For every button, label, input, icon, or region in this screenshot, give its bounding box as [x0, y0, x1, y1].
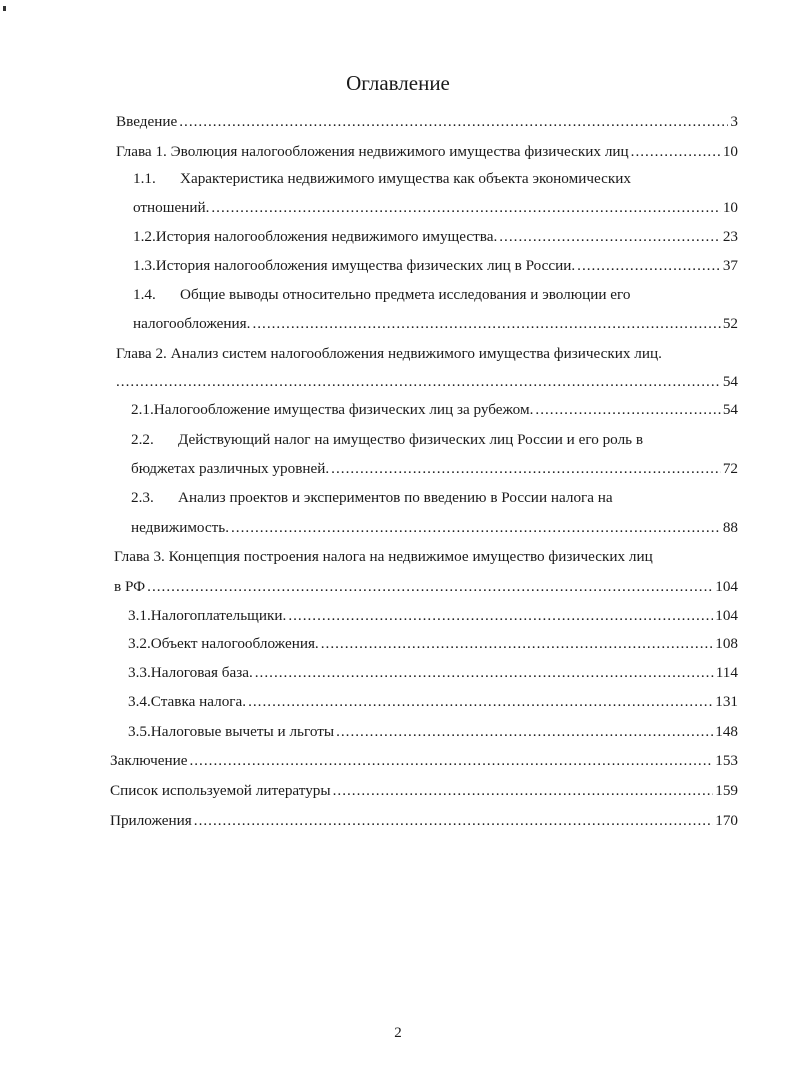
toc-page-number: 10 [722, 199, 738, 216]
toc-entry-2-1[interactable] [131, 398, 738, 422]
toc-section-number: 3.4. [128, 693, 151, 710]
toc-entry-3-2[interactable] [128, 632, 738, 656]
toc-entry-text: Объект налогообложения. [150, 635, 319, 652]
toc-entry-text: Приложения [110, 812, 192, 829]
toc-entry-text: Заключение [110, 752, 188, 769]
dot-leader [331, 457, 721, 481]
toc-entry-text: История налогообложения недвижимого имущества. [155, 228, 498, 245]
toc-entry-text: Глава 1. Эволюция налогообложения недвижимого имущества физических лиц [116, 143, 629, 160]
toc-page-number: 23 [722, 228, 738, 245]
dot-leader [194, 809, 713, 833]
dot-leader [535, 398, 720, 422]
toc-section-number: 3.2. [128, 635, 151, 652]
toc-entry-2-3-line1[interactable] [131, 486, 730, 510]
toc-entry-1-1-line2[interactable] [133, 196, 738, 220]
dot-leader [333, 779, 714, 803]
toc-entry-text: Налогообложение имущества физических лиц за рубежом. [153, 401, 534, 418]
toc-entry-text: Введение [116, 113, 178, 130]
page-number: 2 [394, 1025, 402, 1041]
toc-entry-3-1[interactable] [128, 604, 738, 628]
toc-entry-1-3[interactable] [133, 254, 738, 278]
toc-page-number: 3 [730, 113, 738, 130]
toc-section-number: 3.3. [128, 664, 151, 681]
toc-section-number: 3.5. [128, 723, 151, 740]
dot-leader [336, 720, 713, 744]
toc-entry-text: Глава 3. Концепция построения налога на недвижимое имущество физических лиц [114, 548, 653, 565]
toc-section-number: 2.3. [131, 489, 154, 506]
toc-entry-text: бюджетах различных уровней. [131, 460, 330, 477]
toc-entry-text: в РФ [114, 578, 146, 595]
toc-entry-text: Анализ проектов и экспериментов по введению в России налога на [178, 489, 613, 506]
dot-leader [211, 196, 720, 220]
toc-entry-text: налогообложения. [133, 315, 251, 332]
toc-page-number: 54 [722, 373, 738, 390]
toc-entry-text: Налоговые вычеты и льготы [150, 723, 335, 740]
toc-entry-1-1-line1[interactable] [133, 167, 730, 191]
toc-page-number: 148 [715, 723, 738, 740]
toc-entry-conclusion[interactable] [110, 749, 738, 773]
toc-entry-text: отношений. [133, 199, 210, 216]
dot-leader [631, 140, 721, 164]
page-title: Оглавление [346, 71, 450, 95]
toc-section-number: 2.2. [131, 431, 154, 448]
scan-speck [3, 6, 6, 11]
toc-entry-text: Общие выводы относительно предмета исследования и эволюции его [180, 286, 631, 303]
toc-entry-chapter-1[interactable] [116, 140, 738, 164]
toc-entry-references[interactable] [110, 779, 738, 803]
toc-section-number: 2.1. [131, 401, 154, 418]
dot-leader [255, 661, 714, 685]
toc-page-number: 131 [715, 693, 738, 710]
toc-page-number: 52 [722, 315, 738, 332]
toc-page-number: 88 [722, 519, 738, 536]
toc-page-number: 54 [722, 401, 738, 418]
toc-entry-1-2[interactable] [133, 225, 738, 249]
toc-entry-1-4-line2[interactable] [133, 312, 738, 336]
toc-page-number: 153 [715, 752, 738, 769]
toc-entry-1-4-line1[interactable] [133, 283, 730, 307]
toc-entry-3-5[interactable] [128, 720, 738, 744]
dot-leader [189, 749, 713, 773]
toc-section-number: 1.3. [133, 257, 156, 274]
dot-leader [147, 575, 713, 599]
toc-section-number: 1.1. [133, 170, 156, 187]
toc-entry-text: Налогоплательщики. [150, 607, 287, 624]
toc-page-number: 104 [715, 607, 738, 624]
toc-entry-chapter-3-line1[interactable] [114, 545, 746, 569]
toc-page-number: 114 [715, 664, 738, 681]
toc-page-number: 108 [715, 635, 738, 652]
toc-entry-text: Ставка налога. [150, 693, 247, 710]
toc-section-number: 3.1. [128, 607, 151, 624]
toc-entry-3-3[interactable] [128, 661, 738, 685]
toc-page-number: 170 [715, 812, 738, 829]
dot-leader [577, 254, 721, 278]
toc-entry-text: Список используемой литературы [110, 782, 331, 799]
dot-leader [499, 225, 721, 249]
toc-entry-text: недвижимость. [131, 519, 229, 536]
toc-entry-chapter-2-line1[interactable] [116, 342, 756, 366]
toc-section-number: 1.4. [133, 286, 156, 303]
toc-entry-text: История налогообложения имущества физических лиц в России. [155, 257, 576, 274]
toc-entry-intro[interactable] [116, 110, 738, 134]
dot-leader [231, 516, 721, 540]
toc-entry-appendix[interactable] [110, 809, 738, 833]
dot-leader [248, 690, 713, 714]
toc-entry-2-2-line2[interactable] [131, 457, 738, 481]
dot-leader [321, 632, 713, 656]
toc-entry-text: Характеристика недвижимого имущества как объекта экономических [180, 170, 631, 187]
dot-leader [116, 370, 721, 394]
toc-entry-text: Налоговая база. [150, 664, 253, 681]
toc-entry-3-4[interactable] [128, 690, 738, 714]
toc-entry-text: Глава 2. Анализ систем налогообложения недвижимого имущества физических лиц. [116, 345, 662, 362]
toc-page-number: 104 [715, 578, 738, 595]
toc-page-number: 37 [722, 257, 738, 274]
toc-page-number: 10 [722, 143, 738, 160]
dot-leader [252, 312, 720, 336]
toc-entry-2-2-line1[interactable] [131, 428, 730, 452]
toc-entry-text: Действующий налог на имущество физических лиц России и его роль в [178, 431, 644, 448]
toc-entry-chapter-2-line2[interactable] [116, 370, 738, 394]
toc-page-number: 72 [722, 460, 738, 477]
dot-leader [288, 604, 713, 628]
toc-section-number: 1.2. [133, 228, 156, 245]
toc-entry-chapter-3-line2[interactable] [114, 575, 738, 599]
dot-leader [179, 110, 728, 134]
toc-page-number: 159 [715, 782, 738, 799]
toc-entry-2-3-line2[interactable] [131, 516, 738, 540]
